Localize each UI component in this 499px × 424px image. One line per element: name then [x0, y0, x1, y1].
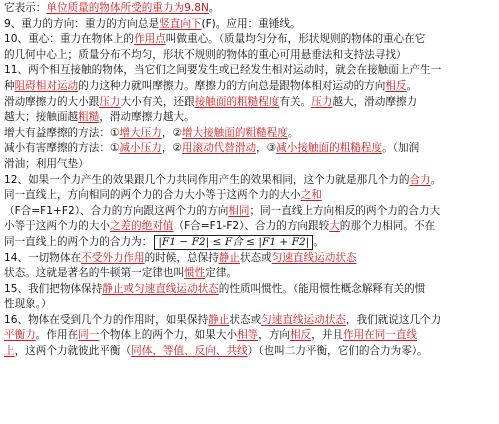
text-segment: ，我们就说这几个力 [345, 313, 442, 326]
text-segment: 。 [208, 2, 220, 14]
highlighted-term: 匀速直线运动状态 [261, 313, 346, 326]
text-segment: 的力这种力就叫摩擦力。摩擦力的方向总是跟物体相对运动的方向 [78, 79, 386, 92]
text-segment: 。 [406, 79, 418, 92]
text-line [4, 95, 496, 111]
highlighted-term: 合力 [409, 173, 431, 186]
text-line [4, 48, 496, 64]
highlighted-term: 匀速直线运动状态 [271, 251, 357, 264]
text-segment: 的那个力相同。不在 [339, 220, 436, 233]
text-segment: 减小有害摩擦的方法：① [4, 142, 120, 155]
highlighted-term: 增大压力 [119, 126, 162, 139]
text-segment: 同一直线上，方向相同的两个力的合力大小等于这两个力的大小 [4, 189, 301, 202]
highlighted-term: 单位质量的物体所受的重力为9.8N [46, 2, 209, 14]
text-segment: 有关。 [279, 95, 312, 108]
text-segment: 。 [430, 173, 442, 186]
highlighted-term: 减小接触面的粗糙程度 [276, 142, 383, 155]
highlighted-term: 用滚动代替滑动 [181, 142, 257, 155]
text-segment: 它表示： [4, 2, 47, 14]
text-segment: 定律。 [205, 267, 238, 280]
text-segment: 性现象。） [4, 298, 52, 311]
highlighted-term: 增大接触面的粗糙程度 [181, 126, 288, 139]
text-segment: ）（也叫二力平衡，它们的合力为零）。 [247, 345, 428, 358]
text-segment: ，③ [256, 142, 277, 155]
text-segment: 滑油；利用气垫） [4, 157, 89, 170]
text-line [4, 266, 496, 282]
text-segment: 9、重力的方向：重力的方向总是 [4, 17, 160, 30]
highlighted-term: 惯性 [184, 267, 206, 280]
text-segment: 状态。这就是著名的牛顿第一定律也叫 [4, 267, 185, 280]
text-segment: 叫做重心。（质量均匀分布，形状规则的物体的重心在它 [165, 33, 426, 46]
text-segment: 增大有益摩擦的方法：① [4, 126, 120, 139]
text-segment: 状态或 [229, 313, 262, 326]
highlighted-term: 静止 [208, 313, 230, 326]
text-segment: （F合=F1+F2）、合力的方向跟这两个力的方向 [4, 204, 229, 217]
highlighted-term: 同体、等值、反向、共线 [131, 345, 248, 358]
text-line [4, 219, 496, 235]
text-line [4, 79, 496, 95]
text-segment: ，② [161, 142, 182, 155]
text-segment: 10、重心：重力在物体上的 [4, 33, 135, 46]
text-segment: ，滑动摩擦力越大。 [99, 111, 195, 124]
text-segment: 滑动摩擦力的大小跟 [4, 95, 100, 108]
highlighted-term: 不受外力作用 [81, 251, 145, 264]
text-segment: 的时候，总保持 [144, 251, 219, 264]
text-segment: 。 [313, 235, 324, 248]
highlighted-term: 相反 [385, 79, 407, 92]
text-segment: ，并且 [311, 329, 343, 342]
text-line [4, 17, 496, 33]
text-line [4, 204, 496, 220]
text-line [4, 126, 496, 142]
text-line [4, 188, 496, 204]
text-segment: 15、我们把物体保持 [4, 282, 103, 295]
text-segment: 。作用在 [35, 329, 79, 342]
text-segment: 的性质叫惯性。（能用惯性概念解释有关的惯 [218, 282, 426, 295]
highlighted-term: 上 [4, 345, 15, 358]
highlighted-term: 相等 [237, 329, 259, 342]
text-segment: 。（加润 [382, 142, 420, 155]
highlighted-term: 同一 [78, 329, 100, 342]
text-line [4, 313, 496, 329]
text-line [4, 344, 496, 360]
highlighted-term: 相反 [290, 329, 312, 342]
highlighted-term: 作用点 [134, 33, 166, 46]
highlighted-term: 作用在同一直线 [343, 329, 418, 342]
text-segment: 11、两个相互接触的物体，当它们之间要发生或已经发生相对运动时，就会在接触面上产生一 [4, 64, 442, 77]
text-segment: 种 [4, 79, 15, 92]
text-segment: ，② [161, 126, 182, 139]
text-line [4, 328, 496, 344]
text-segment: 。 [287, 126, 299, 139]
text-line [4, 63, 496, 79]
text-line [4, 157, 496, 173]
text-segment: 16、物体在受到几个力的作用时，如果保持 [4, 313, 209, 326]
highlighted-term: 静止 [218, 251, 240, 264]
text-line [4, 282, 496, 298]
text-segment: 同一直线上的两个力的合力为： [4, 235, 153, 248]
text-segment: ，这两个力就彼此平衡（ [14, 345, 132, 358]
highlighted-term: 接触面的粗糙程度 [194, 95, 280, 108]
text-segment: ，方向 [258, 329, 291, 342]
text-segment: 大小有关，还跟 [120, 95, 195, 108]
text-line [4, 173, 496, 189]
text-segment: 的几何中心上；质量分布不均匀，形状不规则的物体的重心可用悬垂法和支持法寻找） [4, 48, 407, 61]
highlighted-term: 压力 [99, 95, 121, 108]
text-segment: 小等于这两个力的大小 [4, 220, 110, 233]
highlighted-term: 粗糙 [78, 111, 100, 124]
text-line [4, 32, 496, 48]
highlighted-term: 相同 [228, 204, 250, 217]
highlighted-term: 竖直向下 [159, 17, 202, 30]
highlighted-term: 之和 [300, 189, 322, 202]
text-segment: 越大，滑动摩擦力 [332, 95, 418, 108]
text-line [4, 235, 496, 251]
highlighted-term: 静止或匀速直线运动状态 [102, 282, 219, 295]
text-segment: 12、如果一个力产生的效果跟几个力共同作用产生的效果相同，这个力就是那几个力的 [4, 173, 410, 186]
highlighted-term: 之差的绝对值 [109, 220, 174, 233]
text-segment: 越大；接触面越 [4, 111, 79, 124]
highlighted-term: 平衡力 [4, 329, 36, 342]
highlighted-term: 阻碍相对运动 [14, 79, 79, 92]
text-line [4, 110, 496, 126]
text-segment: （F合=F1-F2）、合力的方向跟较 [173, 220, 330, 233]
text-segment: 个物体上的两个力，如果大小 [99, 329, 238, 342]
text-line [4, 1, 496, 17]
highlighted-term: 减小压力 [119, 142, 162, 155]
text-segment: 状态或 [239, 251, 272, 264]
text-segment: ；同一直线上方向相反的两个力的合力大 [249, 204, 441, 217]
text-line [4, 141, 496, 157]
highlighted-term: 大 [329, 220, 340, 233]
resultant-force-formula: |F1 − F2| ≤ F合 ≤ |F1 + F2| [154, 235, 313, 250]
text-line [4, 297, 496, 313]
text-segment: 14、一切物体在 [4, 251, 82, 264]
text-segment: (F)。应用：重锤线。 [201, 17, 301, 30]
text-line [4, 251, 496, 267]
highlighted-term: 压力 [311, 95, 333, 108]
